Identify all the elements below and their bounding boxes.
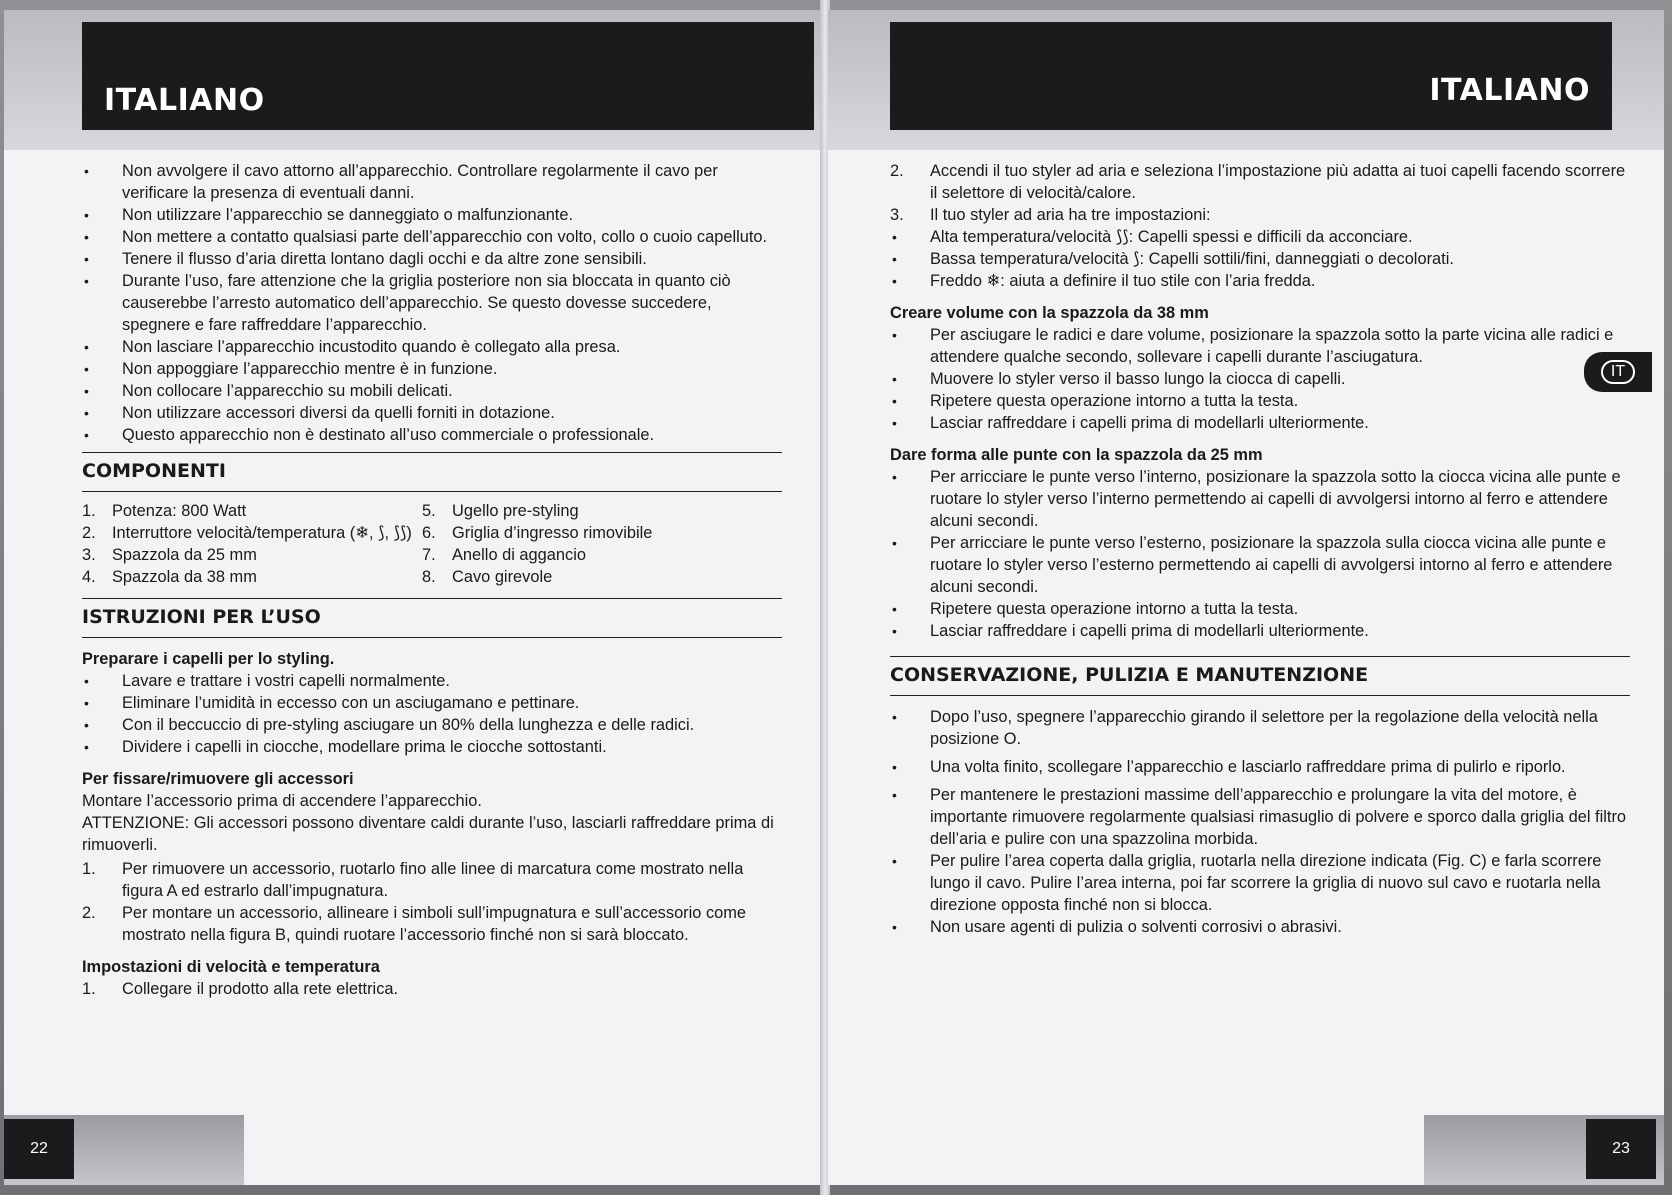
- usage-step: 3. Il tuo styler ad aria ha tre impostazioni:: [890, 206, 1211, 224]
- warning-item: • Non lasciare l’apparecchio incustodito quando è collegato alla presa.: [82, 336, 782, 358]
- volume-item: • Lasciar raffreddare i capelli prima di modellarli ulteriormente.: [890, 412, 1630, 434]
- divider: [82, 637, 782, 638]
- istruzioni-heading: ISTRUZIONI PER L’USO: [82, 606, 321, 628]
- right-content: [890, 160, 1630, 938]
- warning-item: • Non utilizzare accessori diversi da quelli forniti in dotazione.: [82, 402, 782, 424]
- conservazione-item: • Una volta finito, scollegare l’apparecchio e lasciarlo raffreddare prima di pulirlo e riporlo.: [890, 756, 1630, 778]
- component-item: 5. Ugello pre-styling: [422, 502, 579, 520]
- component-item: 1. Potenza: 800 Watt: [82, 502, 247, 520]
- impostazioni-step: 1. Collegare il prodotto alla rete elettrica.: [82, 980, 399, 998]
- right-header-title: ITALIANO: [1429, 72, 1590, 108]
- component-item: 7. Anello di aggancio: [422, 546, 586, 564]
- volume-item: • Ripetere questa operazione intorno a tutta la testa.: [890, 390, 1630, 412]
- accessori-steps: [82, 858, 782, 946]
- setting-item: • Bassa temperatura/velocità ⟆: Capelli sottili/fini, danneggiati o decolorati.: [890, 248, 1630, 270]
- divider: [890, 656, 1630, 657]
- warning-item: • Non appoggiare l’apparecchio mentre è in funzione.: [82, 358, 782, 380]
- accessori-heading: Per fissare/rimuovere gli accessori: [82, 770, 354, 788]
- accessori-step: 1. Per rimuovere un accessorio, ruotarlo fino alle linee di marcatura come mostrato nella figura A ed estrarlo dall’impugnatura.: [82, 860, 744, 900]
- language-badge-label: IT: [1601, 360, 1635, 384]
- impostazioni-heading: Impostazioni di velocità e temperatura: [82, 958, 380, 976]
- components-grid: [82, 500, 782, 588]
- component-item: 4. Spazzola da 38 mm: [82, 568, 257, 586]
- conservazione-item: • Non usare agenti di pulizia o solventi corrosivi o abrasivi.: [890, 916, 1630, 938]
- conservazione-item: • Dopo l’uso, spegnere l’apparecchio girando il selettore per la regolazione della velocità nella posizione O.: [890, 706, 1630, 750]
- setting-item: • Freddo ❄: aiuta a definire il tuo stile con l’aria fredda.: [890, 270, 1630, 292]
- preparare-item: • Con il beccuccio di pre-styling asciugare un 80% della lunghezza e delle radici.: [82, 714, 782, 736]
- punte-heading: Dare forma alle punte con la spazzola da 25 mm: [890, 446, 1263, 464]
- conservazione-heading: CONSERVAZIONE, PULIZIA E MANUTENZIONE: [890, 664, 1369, 686]
- punte-item: • Ripetere questa operazione intorno a tutta la testa.: [890, 598, 1630, 620]
- warning-item: • Tenere il flusso d’aria diretta lontano dagli occhi e da altre zone sensibili.: [82, 248, 782, 270]
- warning-item: • Non utilizzare l’apparecchio se danneggiato o malfunzionante.: [82, 204, 782, 226]
- right-header: [890, 22, 1612, 130]
- conservazione-item: • Per pulire l’area coperta dalla griglia, ruotarla nella direzione indicata (Fig. C) e farla scorrere lungo il cavo. Pulire l’area interna, poi far scorrere la griglia di nuovo sul cavo e ruotarla nella direzione opposta finché non si blocca.: [890, 850, 1630, 916]
- left-content: [82, 160, 782, 1000]
- divider: [82, 598, 782, 599]
- punte-item: • Per arricciare le punte verso l’esterno, posizionare la spazzola sulla ciocca vicina alle punte e ruotare lo styler verso l’esterno permettendo ai capelli di avvolgersi intorno al ferro e attendere alcuni secondi.: [890, 532, 1630, 598]
- page-number: 22: [4, 1119, 74, 1179]
- components-col-1: [82, 500, 412, 588]
- component-item: 6. Griglia d’ingresso rimovibile: [422, 524, 653, 542]
- impostazioni-steps: [82, 978, 782, 1000]
- preparare-item: • Eliminare l’umidità in eccesso con un asciugamano e pettinare.: [82, 692, 782, 714]
- right-page: [828, 10, 1664, 1185]
- componenti-heading: COMPONENTI: [82, 460, 226, 482]
- volume-list: [890, 324, 1630, 434]
- conservazione-list: [890, 706, 1630, 938]
- component-item: 8. Cavo girevole: [422, 568, 553, 586]
- divider: [890, 695, 1630, 696]
- warning-item: • Non avvolgere il cavo attorno all’apparecchio. Controllare regolarmente il cavo per verificare la presenza di eventuali danni.: [82, 160, 782, 204]
- accessori-warning: ATTENZIONE: Gli accessori possono diventare caldi durante l’uso, lasciarli raffreddare prima di rimuoverli.: [82, 814, 774, 854]
- left-header-title: ITALIANO: [104, 82, 265, 118]
- usage-steps: [890, 160, 1630, 226]
- left-header: [82, 22, 814, 130]
- page-number: 23: [1586, 1119, 1656, 1179]
- volume-item: • Muovere lo styler verso il basso lungo la ciocca di capelli.: [890, 368, 1630, 390]
- warning-item: • Non collocare l’apparecchio su mobili delicati.: [82, 380, 782, 402]
- warning-item: • Durante l’uso, fare attenzione che la griglia posteriore non sia bloccata in quanto ciò causerebbe l’arresto automatico dell’apparecchio. Se questo dovesse succedere, spegnere e fare raffreddare l’apparecchio.: [82, 270, 782, 336]
- components-col-2: [422, 500, 752, 588]
- component-item: 3. Spazzola da 25 mm: [82, 546, 257, 564]
- preparare-item: • Lavare e trattare i vostri capelli normalmente.: [82, 670, 782, 692]
- preparare-heading: Preparare i capelli per lo styling.: [82, 650, 335, 668]
- punte-item: • Lasciar raffreddare i capelli prima di modellarli ulteriormente.: [890, 620, 1630, 642]
- settings-list: [890, 226, 1630, 292]
- component-item: 2. Interruttore velocità/temperatura (❄, ⟆, ⟆⟆): [82, 524, 412, 542]
- preparare-list: [82, 670, 782, 758]
- divider: [82, 452, 782, 453]
- accessori-step: 2. Per montare un accessorio, allineare i simboli sull’impugnatura e sull’accessorio come mostrato nella figura B, quindi ruotare l’accessorio finché non si sarà bloccato.: [82, 904, 747, 944]
- punte-item: • Per arricciare le punte verso l’interno, posizionare la spazzola sotto la ciocca vicina alle punte e ruotare lo styler verso l’interno permettendo ai capelli di avvolgersi intorno al ferro e attendere alcuni secondi.: [890, 466, 1630, 532]
- punte-list: [890, 466, 1630, 642]
- usage-step: 2. Accendi il tuo styler ad aria e seleziona l’impostazione più adatta ai tuoi capelli facendo scorrere il selettore di velocità/calore.: [890, 162, 1626, 202]
- setting-item: • Alta temperatura/velocità ⟆⟆: Capelli spessi e difficili da acconciare.: [890, 226, 1630, 248]
- conservazione-item: • Per mantenere le prestazioni massime dell’apparecchio e prolungare la vita del motore, è importante rimuovere regolarmente qualsiasi rimasuglio di polvere e sporco dalla griglia del filtro dell’aria e pulire con una spazzolina morbida.: [890, 784, 1630, 850]
- volume-heading: Creare volume con la spazzola da 38 mm: [890, 304, 1209, 322]
- divider: [82, 491, 782, 492]
- preparare-item: • Dividere i capelli in ciocche, modellare prima le ciocche sottostanti.: [82, 736, 782, 758]
- left-page: [4, 10, 822, 1185]
- warning-item: • Non mettere a contatto qualsiasi parte dell’apparecchio con volto, collo o cuoio capelluto.: [82, 226, 782, 248]
- volume-item: • Per asciugare le radici e dare volume, posizionare la spazzola sotto la parte vicina alle radici e attendere qualche secondo, sollevare i capelli durante l’asciugatura.: [890, 324, 1630, 368]
- accessori-text: Montare l’accessorio prima di accendere l’apparecchio.: [82, 792, 482, 810]
- warning-item: • Questo apparecchio non è destinato all’uso commerciale o professionale.: [82, 424, 782, 446]
- warnings-list: [82, 160, 782, 446]
